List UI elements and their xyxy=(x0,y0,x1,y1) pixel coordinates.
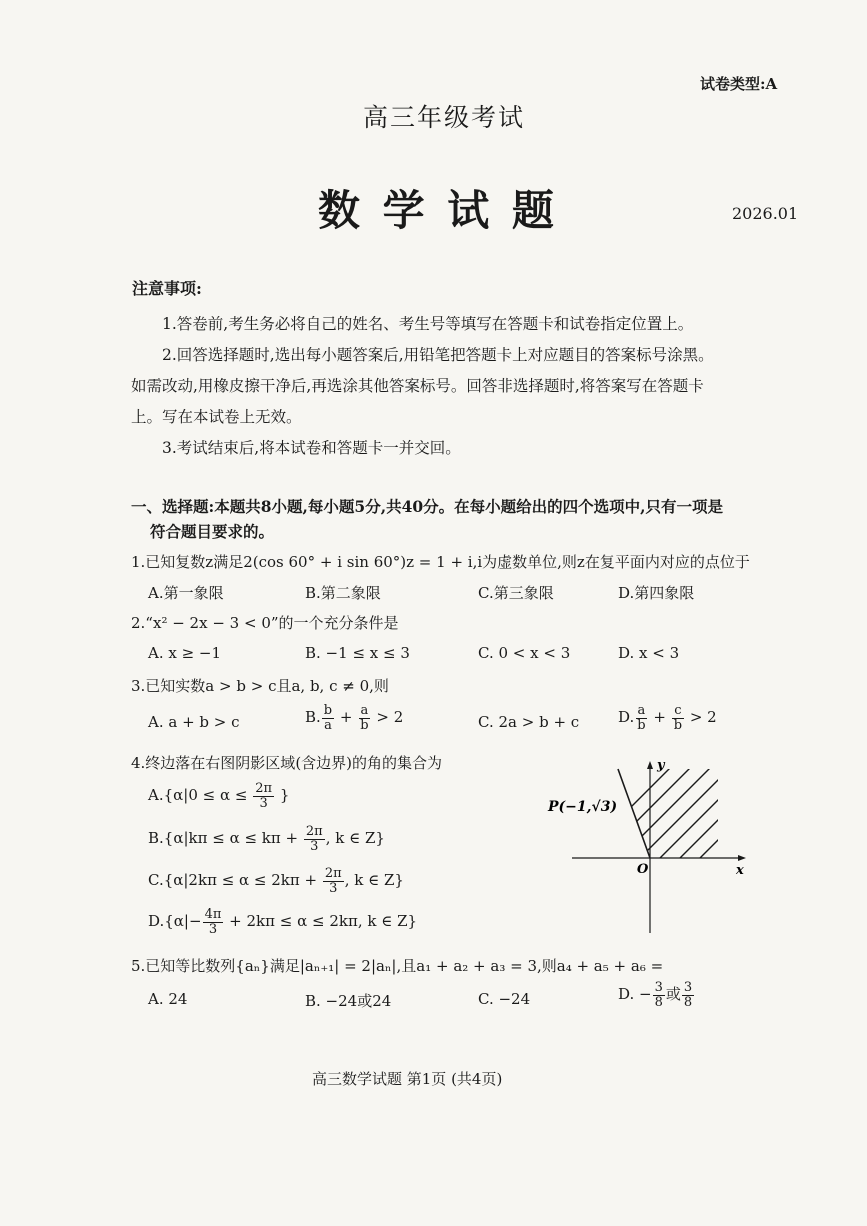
q2-option-d: D. x < 3 xyxy=(618,644,680,662)
x-axis-label: x xyxy=(736,863,744,878)
page-footer: 高三数学试题 第1页 (共4页) xyxy=(312,1070,503,1088)
q3-b-frac-1: $\frac{b}{a}$ xyxy=(323,703,333,733)
y-axis-label: y xyxy=(657,758,665,773)
q4-option-c: C.{α|2kπ ≤ α ≤ 2kπ + $\frac{2\pi}{3}$ , k ∈ Z} xyxy=(148,866,404,896)
x-axis-arrow-icon xyxy=(738,855,746,861)
section-1-heading: 一、选择题:本题共8小题,每小题5分,共40分。在每小题给出的四个选项中,只有一项是 xyxy=(131,497,724,516)
q4-figure xyxy=(540,755,760,935)
q3-d-frac-2: $\frac{c}{b}$ xyxy=(673,703,683,733)
section-1-heading-cont: 符合题目要求的。 xyxy=(150,522,275,541)
notice-item-2-line-3: 上。写在本试卷上无效。 xyxy=(131,408,302,426)
q3-stem: 3.已知实数a > b > c且a, b, c ≠ 0,则 xyxy=(131,677,389,695)
q5-option-b: B. −24或24 xyxy=(305,992,392,1010)
q5-option-d: D. − $\frac{3}{8}$ 或 $\frac{3}{8}$ xyxy=(618,980,693,1010)
notice-item-2-line-1: 2.回答选择题时,选出每小题答案后,用铅笔把答题卡上对应题目的答案标号涂黑。 xyxy=(162,346,714,364)
q3-option-c: C. 2a > b + c xyxy=(478,713,580,731)
q2-option-b: B. −1 ≤ x ≤ 3 xyxy=(305,644,410,662)
q1-stem: 1.已知复数z满足2(cos 60° + i sin 60°)z = 1 + i,i为虚数单位,则z在复平面内对应的点位于 xyxy=(131,553,750,571)
q2-stem: 2.“x² − 2x − 3 < 0”的一个充分条件是 xyxy=(131,614,399,632)
notice-item-3: 3.考试结束后,将本试卷和答题卡一并交回。 xyxy=(162,439,461,457)
origin-label: O xyxy=(637,862,649,877)
notice-heading: 注意事项: xyxy=(132,279,202,298)
exam-date: 2026.01 xyxy=(732,204,799,223)
q3-b-frac-2: $\frac{a}{b}$ xyxy=(360,703,369,733)
q5-stem: 5.已知等比数列{aₙ}满足|aₙ₊₁| = 2|aₙ|,且a₁ + a₂ + a₃ = 3,则a₄ + a₅ + a₆ = xyxy=(131,957,664,975)
q1-option-a: A.第一象限 xyxy=(148,584,224,602)
q5-option-a: A. 24 xyxy=(148,990,188,1008)
y-axis-arrow-icon xyxy=(647,761,653,769)
point-p-label: P(−1,√3) xyxy=(548,799,618,815)
q1-option-c: C.第三象限 xyxy=(478,584,554,602)
notice-item-2-line-2: 如需改动,用橡皮擦干净后,再选涂其他答案标号。回答非选择题时,将答案写在答题卡 xyxy=(131,377,704,395)
q1-option-b: B.第二象限 xyxy=(305,584,381,602)
exam-subtitle: 高三年级考试 xyxy=(363,103,526,132)
q3-option-a: A. a + b > c xyxy=(148,713,240,731)
q2-option-c: C. 0 < x < 3 xyxy=(478,644,571,662)
q4-stem: 4.终边落在右图阴影区域(含边界)的角的集合为 xyxy=(131,754,443,772)
q3-d-frac-1: $\frac{a}{b}$ xyxy=(637,703,646,733)
notice-item-1: 1.答卷前,考生务必将自己的姓名、考生号等填写在答题卡和试卷指定位置上。 xyxy=(162,315,694,333)
page-title: 数 学 试 题 xyxy=(318,186,558,235)
q4-option-d: D.{α|− $\frac{4\pi}{3}$ + 2kπ ≤ α ≤ 2kπ, k ∈ Z} xyxy=(148,907,418,937)
paper-type: 试卷类型:A xyxy=(700,75,778,93)
q1-option-d: D.第四象限 xyxy=(618,584,695,602)
q2-option-a: A. x ≥ −1 xyxy=(148,644,222,662)
q3-option-b: B. $\frac{b}{a}$ + $\frac{a}{b}$ > 2 xyxy=(305,703,404,733)
q3-option-d: D. $\frac{a}{b}$ + $\frac{c}{b}$ > 2 xyxy=(618,703,717,733)
q4-option-a: A.{α|0 ≤ α ≤ $\frac{2\pi}{3}$ } xyxy=(148,781,290,811)
q4-option-b: B.{α|kπ ≤ α ≤ kπ + $\frac{2\pi}{3}$ , k ∈ Z} xyxy=(148,824,385,854)
q5-option-c: C. −24 xyxy=(478,990,531,1008)
